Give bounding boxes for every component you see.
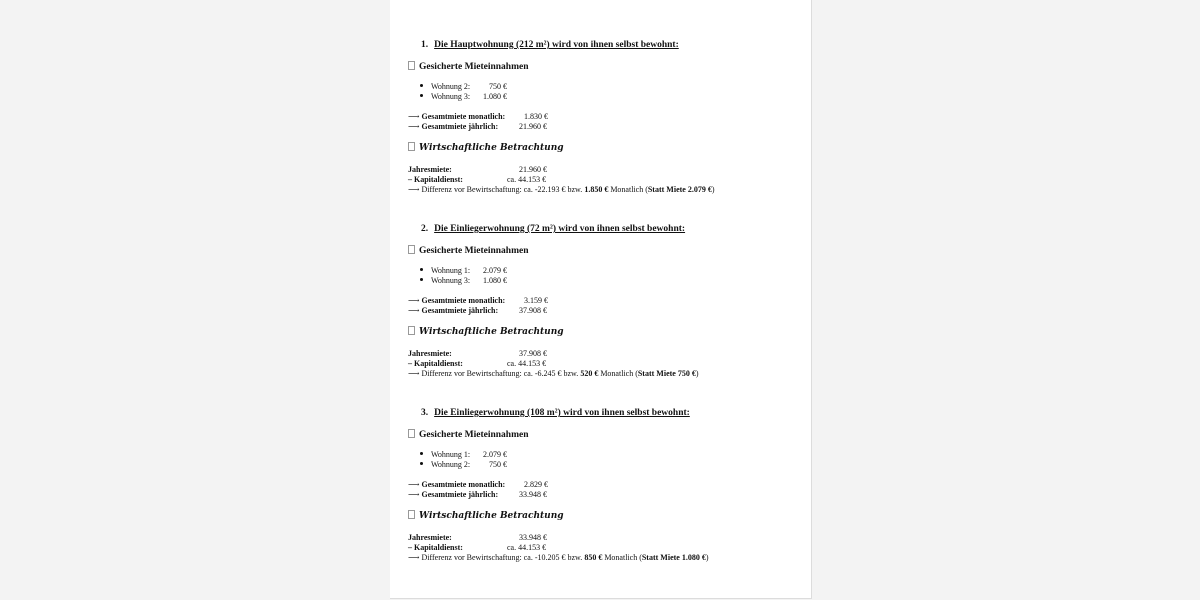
economic-heading: Wirtschaftliche Betrachtung: [408, 510, 564, 521]
list-item: Wohnung 3: 1.080 €: [420, 276, 507, 285]
yearly-total-line: ⟶ Gesamtmiete jährlich: 33.948 €: [408, 490, 547, 499]
list-item: Wohnung 1: 2.079 €: [420, 266, 507, 275]
bullet-icon: [420, 268, 423, 271]
difference-line: ⟶ Differenz vor Bewirtschaftung: ca. -10.205 € bzw. 850 € Monatlich (Statt Miete 1.080 €): [408, 553, 709, 562]
checkbox-icon: [408, 61, 415, 70]
yearly-total-line: ⟶ Gesamtmiete jährlich: 21.960 €: [408, 122, 547, 131]
arrow-right-icon: ⟶: [408, 369, 420, 378]
arrow-right-icon: ⟶: [408, 185, 420, 194]
section-number: 3.: [421, 408, 429, 418]
income-heading: Gesicherte Mieteinnahmen: [408, 61, 529, 72]
section-title: [421, 408, 690, 418]
arrow-right-icon: ⟶: [408, 296, 420, 305]
bullet-icon: [420, 94, 423, 97]
checkbox-icon: [408, 326, 415, 335]
monthly-total-line: ⟶ Gesamtmiete monatlich: 1.830 €: [408, 112, 548, 121]
checkbox-icon: [408, 429, 415, 438]
section-number: 2.: [421, 224, 429, 234]
kapitaldienst-line: – Kapitaldienst: ca. 44.153 €: [408, 543, 547, 552]
economic-heading: Wirtschaftliche Betrachtung: [408, 326, 564, 337]
kapitaldienst-line: – Kapitaldienst: ca. 44.153 €: [408, 359, 547, 368]
difference-line: ⟶ Differenz vor Bewirtschaftung: ca. -6.245 € bzw. 520 € Monatlich (Statt Miete 750 €): [408, 369, 699, 378]
section-title: [421, 224, 685, 234]
section-title: [421, 40, 679, 50]
income-heading: Gesicherte Mieteinnahmen: [408, 245, 529, 256]
jahresmiete-line: Jahresmiete: 33.948 €: [408, 533, 547, 542]
arrow-right-icon: ⟶: [408, 553, 420, 562]
checkbox-icon: [408, 245, 415, 254]
bullet-icon: [420, 452, 423, 455]
income-heading: Gesicherte Mieteinnahmen: [408, 429, 529, 440]
yearly-total-line: ⟶ Gesamtmiete jährlich: 37.908 €: [408, 306, 547, 315]
kapitaldienst-line: – Kapitaldienst: ca. 44.153 €: [408, 175, 547, 184]
list-item: Wohnung 2: 750 €: [420, 82, 507, 91]
section-number: 1.: [421, 40, 429, 50]
monthly-total-line: ⟶ Gesamtmiete monatlich: 2.829 €: [408, 480, 548, 489]
bullet-icon: [420, 278, 423, 281]
arrow-right-icon: ⟶: [408, 122, 420, 131]
document-page: [390, 0, 812, 599]
difference-line: ⟶ Differenz vor Bewirtschaftung: ca. -22.193 € bzw. 1.850 € Monatlich (Statt Miete 2.079 €): [408, 185, 715, 194]
list-item: Wohnung 1: 2.079 €: [420, 450, 507, 459]
jahresmiete-line: Jahresmiete: 37.908 €: [408, 349, 547, 358]
arrow-right-icon: ⟶: [408, 480, 420, 489]
bullet-icon: [420, 462, 423, 465]
jahresmiete-line: Jahresmiete: 21.960 €: [408, 165, 547, 174]
arrow-right-icon: ⟶: [408, 490, 420, 499]
bullet-icon: [420, 84, 423, 87]
section-title-text: Die Einliegerwohnung (72 m²) wird von ihnen selbst bewohnt:: [434, 224, 686, 234]
economic-heading: Wirtschaftliche Betrachtung: [408, 142, 564, 153]
list-item: Wohnung 2: 750 €: [420, 460, 507, 469]
arrow-right-icon: ⟶: [408, 112, 420, 121]
checkbox-icon: [408, 142, 415, 151]
section-title-text: Die Hauptwohnung (212 m²) wird von ihnen selbst bewohnt:: [434, 40, 679, 50]
list-item: Wohnung 3: 1.080 €: [420, 92, 507, 101]
arrow-right-icon: ⟶: [408, 306, 420, 315]
checkbox-icon: [408, 510, 415, 519]
section-title-text: Die Einliegerwohnung (108 m²) wird von ihnen selbst bewohnt:: [434, 408, 690, 418]
monthly-total-line: ⟶ Gesamtmiete monatlich: 3.159 €: [408, 296, 548, 305]
